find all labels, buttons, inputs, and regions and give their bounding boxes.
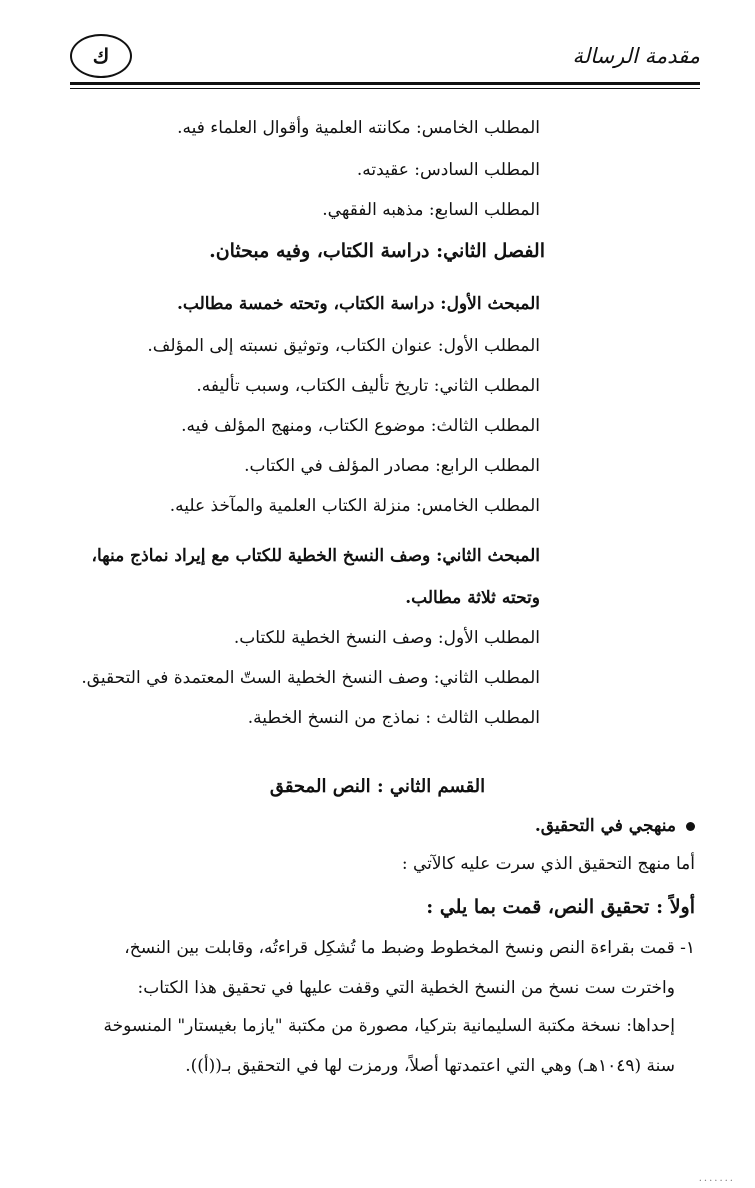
section-heading-cont: وتحته ثلاثة مطالب.: [405, 588, 540, 608]
text-line: المطلب الثاني: تاريخ تأليف الكتاب، وسبب تأليفه.: [196, 376, 540, 396]
section-heading: المبحث الأول: دراسة الكتاب، وتحته خمسة مطالب.: [176, 294, 540, 314]
part-heading: القسم الثاني : النص المحقق: [269, 776, 486, 797]
text-line: ١- قمت بقراءة النص ونسخ المخطوط وضبط ما تُشكِل قراءتُه، وقابلت بين النسخ،: [124, 938, 695, 958]
text-line: المطلب الثالث : نماذج من النسخ الخطية.: [247, 708, 540, 728]
text-line: المطلب الأول: عنوان الكتاب، وتوثيق نسبته إلى المؤلف.: [147, 336, 540, 356]
text-line: المطلب الخامس: منزلة الكتاب العلمية والمآخذ عليه.: [169, 496, 540, 516]
running-title: مقدمة الرسالة: [572, 44, 700, 68]
page-letter: ك: [92, 44, 110, 68]
bullet-icon: [686, 822, 695, 831]
text-line: سنة (١٠٤٩هـ) وهي التي اعتمدتها أصلاً، ورمزت لها في التحقيق بـ((أ)).: [185, 1056, 675, 1076]
text-line: المطلب الأول: وصف النسخ الخطية للكتاب.: [233, 628, 540, 648]
text-line: المطلب السادس: عقيدته.: [356, 160, 540, 180]
section-heading: المبحث الثاني: وصف النسخ الخطية للكتاب مع إيراد نماذج منها،: [91, 546, 540, 566]
text-line: المطلب الثاني: وصف النسخ الخطية الستّ المعتمدة في التحقيق.: [81, 668, 540, 688]
text-line: إحداها: نسخة مكتبة السليمانية بتركيا، مصورة من مكتبة "يازما بغيستار" المنسوخة: [103, 1016, 675, 1036]
text-line: واخترت ست نسخ من النسخ الخطية التي وقفت عليها في تحقيق هذا الكتاب:: [137, 978, 675, 998]
bullet-heading: [535, 816, 695, 836]
text-line: أما منهج التحقيق الذي سرت عليه كالآتي :: [401, 854, 695, 874]
text-line: المطلب الرابع: مصادر المؤلف في الكتاب.: [244, 456, 540, 476]
text-line: المطلب السابع: مذهبه الفقهي.: [322, 200, 540, 220]
text-line: المطلب الخامس: مكانته العلمية وأقوال العلماء فيه.: [177, 118, 540, 138]
bullet-text: منهجي في التحقيق.: [534, 816, 676, 836]
scan-dots: .......: [698, 1173, 735, 1184]
subheading: أولاً : تحقيق النص، قمت بما يلي :: [426, 896, 695, 918]
chapter-heading: الفصل الثاني: دراسة الكتاب، وفيه مبحثان.: [209, 240, 545, 262]
text-line: المطلب الثالث: موضوع الكتاب، ومنهج المؤلف فيه.: [181, 416, 540, 436]
